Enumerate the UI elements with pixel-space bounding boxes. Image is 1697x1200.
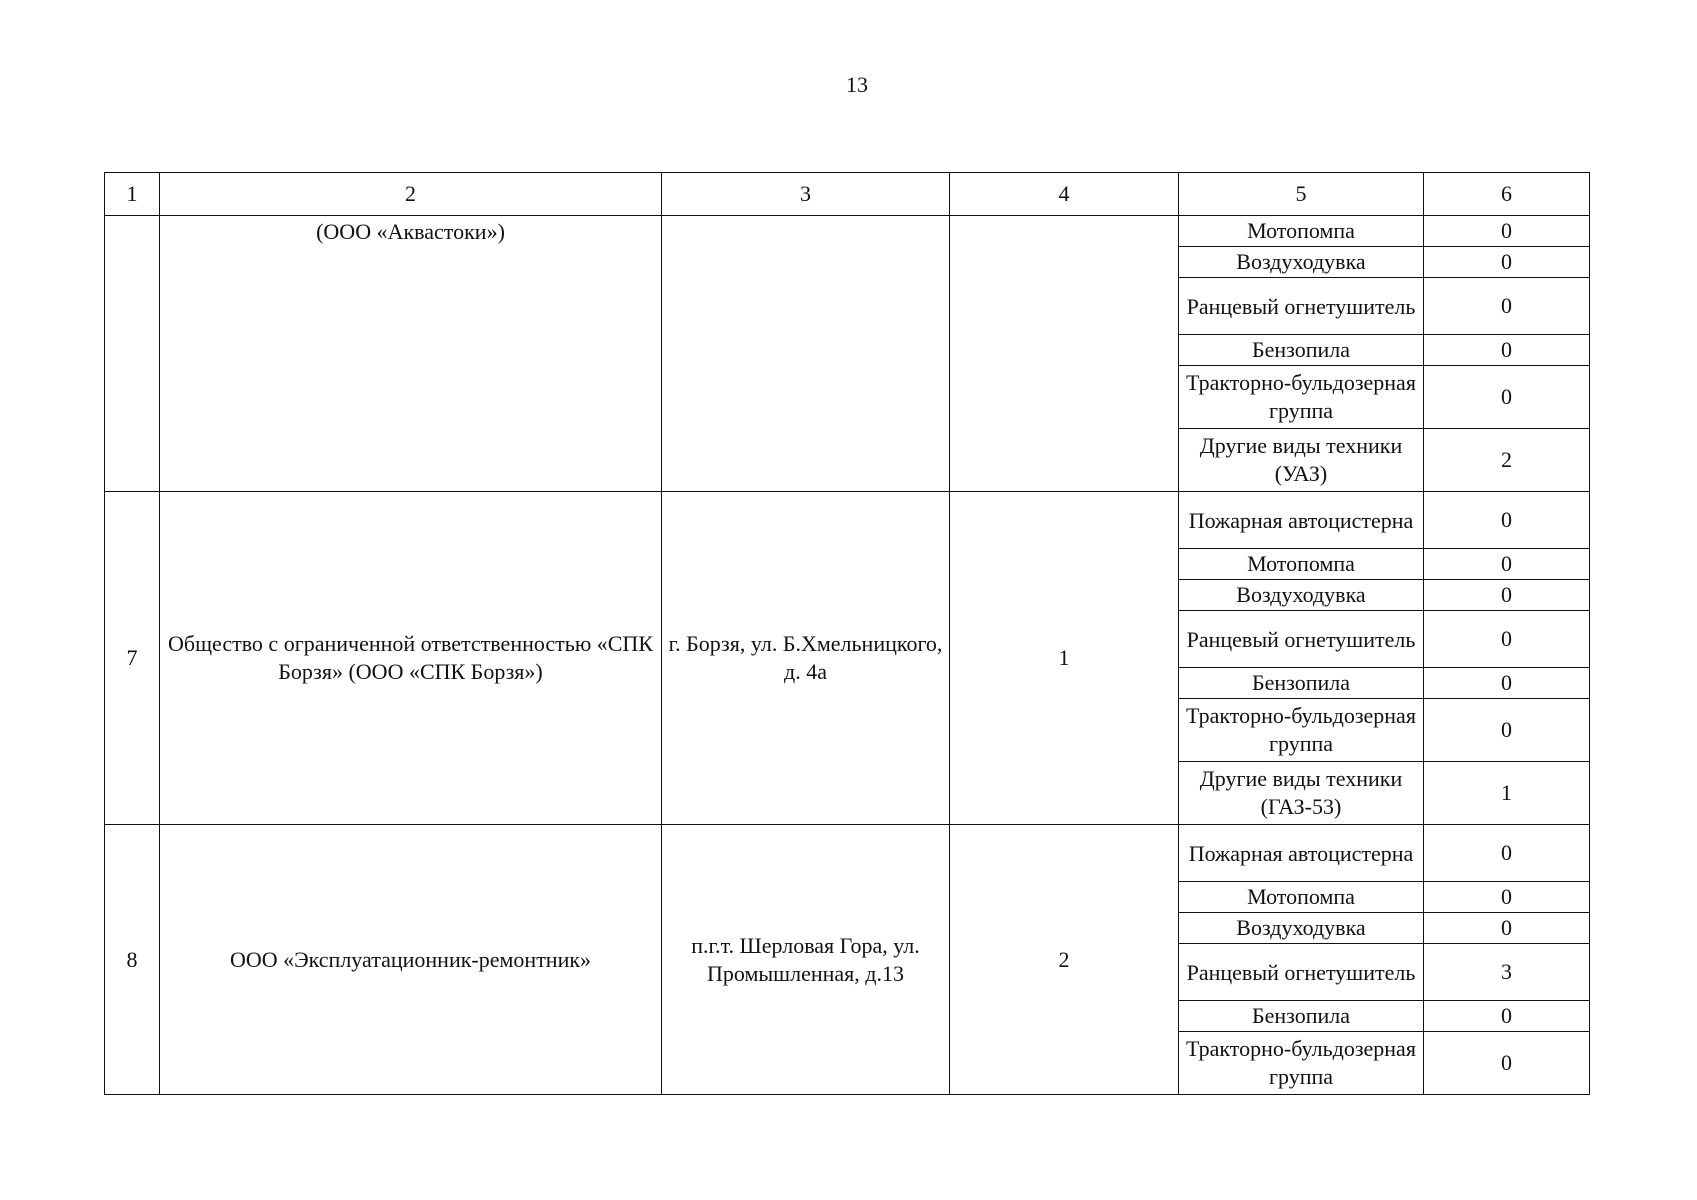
equipment-label: Воздуходувка <box>1179 580 1424 611</box>
equipment-value: 0 <box>1424 668 1590 699</box>
equipment-label: Пожарная автоцистерна <box>1179 825 1424 882</box>
equipment-label: Бензопила <box>1179 1001 1424 1032</box>
equipment-value: 0 <box>1424 366 1590 429</box>
equipment-label: Ранцевый огнетушитель <box>1179 278 1424 335</box>
equipment-value: 0 <box>1424 611 1590 668</box>
equipment-value: 0 <box>1424 882 1590 913</box>
header-cell: 2 <box>160 173 662 216</box>
organization-address: г. Борзя, ул. Б.Хмельницкого, д. 4а <box>662 492 950 825</box>
equipment-label: Мотопомпа <box>1179 549 1424 580</box>
equipment-value: 0 <box>1424 1001 1590 1032</box>
table-row <box>105 492 1590 549</box>
equipment-label: Бензопила <box>1179 668 1424 699</box>
organization-address: п.г.т. Шерловая Гора, ул. Промышленная, д.13 <box>662 825 950 1095</box>
equipment-value: 0 <box>1424 216 1590 247</box>
equipment-value: 0 <box>1424 699 1590 762</box>
unit-count: 1 <box>950 492 1179 825</box>
header-cell: 6 <box>1424 173 1590 216</box>
table-row <box>105 216 1590 247</box>
header-cell: 5 <box>1179 173 1424 216</box>
equipment-label: Бензопила <box>1179 335 1424 366</box>
equipment-value: 3 <box>1424 944 1590 1001</box>
equipment-label: Тракторно-бульдозерная группа <box>1179 366 1424 429</box>
unit-count <box>950 216 1179 492</box>
table-row <box>105 825 1590 882</box>
equipment-value: 0 <box>1424 1032 1590 1095</box>
header-cell: 4 <box>950 173 1179 216</box>
equipment-value: 2 <box>1424 429 1590 492</box>
equipment-value: 0 <box>1424 580 1590 611</box>
equipment-value: 0 <box>1424 278 1590 335</box>
equipment-value: 0 <box>1424 335 1590 366</box>
equipment-label: Пожарная автоцистерна <box>1179 492 1424 549</box>
header-row <box>105 173 1590 216</box>
equipment-value: 0 <box>1424 913 1590 944</box>
organization-name: ООО «Эксплуатационник-ремонтник» <box>160 825 662 1095</box>
row-number: 7 <box>105 492 160 825</box>
equipment-label: Ранцевый огнетушитель <box>1179 944 1424 1001</box>
equipment-label: Другие виды техники (УАЗ) <box>1179 429 1424 492</box>
equipment-value: 0 <box>1424 549 1590 580</box>
equipment-table <box>104 172 1590 1095</box>
page-number: 13 <box>846 72 868 97</box>
equipment-label: Воздуходувка <box>1179 913 1424 944</box>
organization-name: (ООО «Аквастоки») <box>160 216 662 492</box>
header-cell: 1 <box>105 173 160 216</box>
organization-name: Общество с ограниченной ответственностью «СПК Борзя» (ООО «СПК Борзя») <box>160 492 662 825</box>
equipment-label: Мотопомпа <box>1179 882 1424 913</box>
unit-count: 2 <box>950 825 1179 1095</box>
equipment-value: 0 <box>1424 825 1590 882</box>
equipment-value: 0 <box>1424 492 1590 549</box>
equipment-label: Тракторно-бульдозерная группа <box>1179 699 1424 762</box>
equipment-value: 1 <box>1424 762 1590 825</box>
equipment-label: Воздуходувка <box>1179 247 1424 278</box>
row-number: 8 <box>105 825 160 1095</box>
row-number <box>105 216 160 492</box>
header-cell: 3 <box>662 173 950 216</box>
equipment-label: Ранцевый огнетушитель <box>1179 611 1424 668</box>
equipment-label: Тракторно-бульдозерная группа <box>1179 1032 1424 1095</box>
equipment-label: Другие виды техники (ГАЗ-53) <box>1179 762 1424 825</box>
equipment-label: Мотопомпа <box>1179 216 1424 247</box>
organization-address <box>662 216 950 492</box>
equipment-value: 0 <box>1424 247 1590 278</box>
